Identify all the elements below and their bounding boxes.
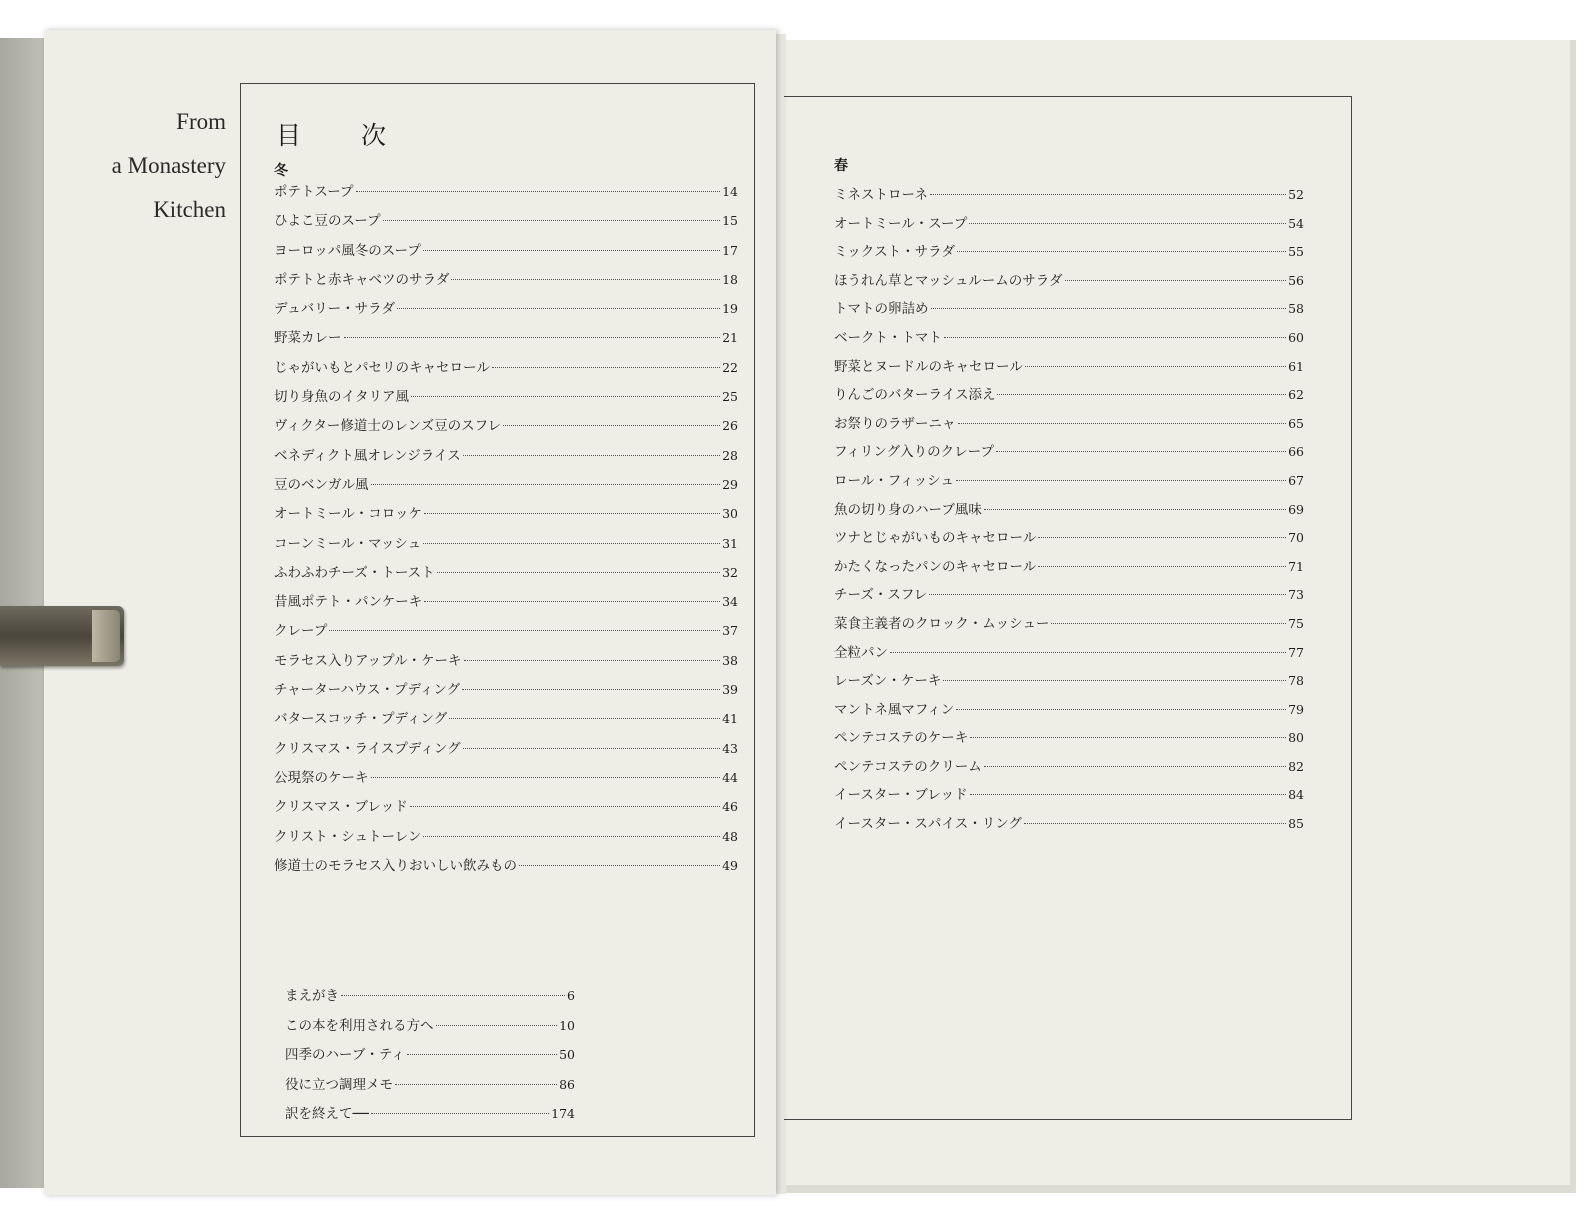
- toc-entry: [285, 1043, 575, 1073]
- toc-entry: [274, 385, 738, 414]
- toc-entry: [274, 473, 738, 502]
- dot-leader: [371, 777, 721, 778]
- toc-heading: 目 次: [276, 121, 412, 150]
- dot-leader: [463, 748, 721, 749]
- toc-entry-title: ふわふわチーズ・トースト: [274, 564, 435, 581]
- english-title-line: a Monastery: [111, 153, 226, 178]
- dot-leader: [341, 995, 565, 996]
- toc-entry-page: 6: [567, 988, 575, 1003]
- toc-entry-title: チーズ・スフレ: [834, 587, 928, 604]
- dot-leader: [344, 337, 721, 338]
- toc-entry-title: イースター・ブレッド: [834, 787, 968, 804]
- winter-toc-list: [274, 180, 738, 883]
- dot-leader: [410, 806, 720, 807]
- toc-entry: [834, 783, 1304, 812]
- toc-entry-page: 69: [1288, 501, 1304, 517]
- toc-entry-page: 26: [722, 418, 738, 434]
- dot-leader: [970, 794, 1286, 795]
- toc-entry-page: 49: [722, 857, 738, 873]
- toc-entry: [285, 984, 575, 1014]
- toc-entry-page: 56: [1288, 272, 1304, 288]
- dot-leader: [930, 194, 1286, 195]
- dot-leader: [944, 337, 1286, 338]
- toc-entry: [274, 795, 738, 824]
- toc-entry: [274, 297, 738, 326]
- dot-leader: [436, 1025, 558, 1026]
- toc-entry: [274, 180, 738, 209]
- toc-entry-page: 32: [722, 564, 738, 580]
- toc-entry-title: クリスト・シュトーレン: [274, 828, 422, 845]
- toc-entry-page: 19: [722, 301, 738, 317]
- toc-entry-title: 役に立つ調理メモ: [285, 1076, 393, 1093]
- dot-leader: [984, 509, 1286, 510]
- dot-leader: [407, 1054, 557, 1055]
- dot-leader: [424, 513, 720, 514]
- toc-entry-page: 25: [722, 389, 738, 405]
- dot-leader: [383, 220, 720, 221]
- toc-entry-page: 15: [722, 213, 738, 229]
- toc-entry-title: 全粒パン: [834, 644, 888, 661]
- toc-entry: [285, 1014, 575, 1044]
- dot-leader: [411, 396, 720, 397]
- toc-entry: [834, 641, 1304, 670]
- toc-entry-page: 37: [722, 623, 738, 639]
- toc-entry-title: モラセス入りアップル・ケーキ: [274, 652, 462, 669]
- toc-entry-page: 174: [551, 1106, 575, 1121]
- dot-leader: [463, 455, 720, 456]
- toc-entry-title: オートミール・スープ: [834, 215, 968, 232]
- dot-leader: [1065, 280, 1287, 281]
- dot-leader: [1038, 566, 1286, 567]
- toc-entry-title: トマトの卵詰め: [834, 301, 929, 318]
- toc-entry-title: ミックスト・サラダ: [834, 244, 955, 261]
- toc-entry: [834, 812, 1304, 841]
- toc-entry-page: 55: [1288, 244, 1304, 260]
- toc-entry: [834, 412, 1304, 441]
- toc-entry-page: 41: [722, 711, 738, 727]
- toc-entry-title: イースター・スパイス・リング: [834, 816, 1022, 833]
- dot-leader: [423, 250, 720, 251]
- toc-entry-title: 野菜カレー: [274, 330, 342, 347]
- dot-leader: [464, 660, 721, 661]
- toc-entry-title: クレープ: [274, 623, 328, 640]
- toc-entry-page: 44: [722, 769, 738, 785]
- toc-entry-page: 84: [1288, 787, 1304, 803]
- toc-entry-title: 四季のハーブ・ティ: [285, 1047, 405, 1063]
- toc-entry: [274, 766, 738, 795]
- toc-entry-page: 75: [1288, 615, 1304, 631]
- toc-entry: [834, 355, 1304, 384]
- toc-entry: [834, 669, 1304, 698]
- toc-entry-title: 修道士のモラセス入りおいしい飲みもの: [274, 857, 517, 874]
- toc-entry: [834, 612, 1304, 641]
- toc-entry-page: 10: [559, 1017, 575, 1033]
- toc-entry: [834, 269, 1304, 298]
- toc-entry-title: クリスマス・ライスプディング: [274, 740, 461, 757]
- dot-leader: [449, 718, 720, 719]
- toc-entry-title: まえがき: [285, 988, 339, 1004]
- toc-entry-page: 70: [1288, 530, 1304, 546]
- dot-leader: [423, 543, 720, 544]
- toc-entry-page: 77: [1288, 644, 1304, 660]
- toc-entry-title: ほうれん草とマッシュルームのサラダ: [834, 272, 1063, 289]
- toc-entry-page: 22: [722, 359, 738, 375]
- dot-leader: [970, 737, 1286, 738]
- toc-entry-page: 18: [722, 271, 738, 287]
- toc-entry: [274, 239, 738, 268]
- toc-entry: [274, 619, 738, 648]
- toc-entry: [274, 854, 738, 883]
- toc-entry-title: りんごのバターライス添え: [834, 387, 996, 404]
- dot-leader: [395, 1084, 557, 1085]
- dot-leader: [969, 223, 1286, 224]
- toc-entry-page: 52: [1288, 187, 1304, 202]
- toc-entry-title: ひよこ豆のスープ: [274, 213, 381, 230]
- toc-entry: [834, 212, 1304, 241]
- toc-entry-title: ツナとじゃがいものキャセロール: [834, 530, 1037, 547]
- toc-entry-title: 訳を終えて──: [285, 1106, 369, 1122]
- toc-entry: [274, 209, 738, 238]
- toc-entry-page: 62: [1288, 387, 1304, 403]
- toc-entry-page: 31: [722, 535, 738, 551]
- toc-entry-title: ポテトと赤キャベツのサラダ: [274, 271, 450, 288]
- spring-toc-list: [834, 183, 1304, 841]
- toc-entry-title: ミネストローネ: [834, 187, 928, 203]
- toc-entry-title: 豆のベンガル風: [274, 476, 369, 493]
- toc-entry: [274, 649, 738, 678]
- dot-leader: [1038, 537, 1286, 538]
- toc-entry-page: 30: [722, 506, 738, 522]
- toc-entry: [834, 726, 1304, 755]
- dot-leader: [437, 572, 720, 573]
- toc-entry-title: ペンテコステのクリーム: [834, 758, 982, 775]
- toc-entry-page: 60: [1288, 329, 1304, 345]
- toc-entry: [274, 356, 738, 385]
- toc-entry-page: 54: [1288, 215, 1304, 231]
- toc-entry: [834, 383, 1304, 412]
- toc-entry-title: 公現祭のケーキ: [274, 769, 369, 786]
- toc-entry: [274, 678, 738, 707]
- toc-entry-page: 65: [1288, 415, 1304, 431]
- toc-entry: [274, 561, 738, 590]
- toc-entry-title: ヴィクター修道士のレンズ豆のスフレ: [274, 418, 502, 435]
- toc-entry: [285, 1102, 575, 1132]
- toc-entry: [274, 532, 738, 561]
- toc-entry: [274, 444, 738, 473]
- front-matter-toc-list: [285, 984, 575, 1132]
- toc-entry-title: レーズン・ケーキ: [834, 673, 942, 690]
- toc-entry-page: 39: [722, 682, 738, 698]
- toc-entry-title: ポテトスープ: [274, 184, 354, 200]
- dot-leader: [519, 865, 720, 866]
- toc-entry-page: 67: [1288, 472, 1304, 488]
- dot-leader: [503, 425, 720, 426]
- toc-entry-title: じゃがいもとパセリのキャセロール: [274, 359, 490, 376]
- toc-entry: [834, 297, 1304, 326]
- english-title-line: From: [176, 109, 226, 134]
- toc-entry-page: 61: [1288, 358, 1304, 374]
- toc-entry-title: 昔風ポテト・パンケーキ: [274, 594, 423, 611]
- toc-entry-title: お祭りのラザーニャ: [834, 415, 956, 432]
- toc-entry: [834, 555, 1304, 584]
- toc-entry-title: 切り身魚のイタリア風: [274, 389, 409, 406]
- toc-entry-page: 17: [722, 242, 738, 258]
- dot-leader: [492, 367, 720, 368]
- dot-leader: [956, 480, 1286, 481]
- toc-entry-title: フィリング入りのクレープ: [834, 444, 994, 461]
- toc-entry: [834, 755, 1304, 784]
- toc-entry: [834, 240, 1304, 269]
- toc-entry-page: 48: [722, 828, 738, 844]
- toc-entry-page: 86: [559, 1076, 575, 1092]
- toc-entry: [834, 469, 1304, 498]
- toc-entry: [834, 583, 1304, 612]
- toc-entry-page: 80: [1288, 730, 1304, 746]
- dot-leader: [462, 689, 720, 690]
- toc-entry-title: クリスマス・ブレッド: [274, 799, 408, 816]
- toc-entry-title: かたくなったパンのキャセロール: [834, 558, 1037, 575]
- toc-entry-title: マントネ風マフィン: [834, 701, 955, 718]
- dot-leader: [451, 279, 720, 280]
- toc-entry: [274, 326, 738, 355]
- toc-entry-page: 21: [722, 330, 738, 346]
- dot-leader: [356, 191, 721, 192]
- toc-entry: [274, 268, 738, 297]
- toc-entry: [274, 590, 738, 619]
- toc-entry-title: チャーターハウス・プディング: [274, 682, 461, 699]
- toc-entry-title: ベネディクト風オレンジライス: [274, 447, 461, 464]
- season-label-winter: 冬: [274, 163, 288, 179]
- toc-entry-title: この本を利用される方へ: [285, 1017, 434, 1034]
- toc-entry-page: 29: [722, 476, 738, 492]
- toc-entry-page: 43: [722, 740, 738, 756]
- dot-leader: [371, 1113, 549, 1114]
- dot-leader: [997, 394, 1286, 395]
- toc-entry-page: 85: [1288, 816, 1304, 832]
- dot-leader: [371, 484, 721, 485]
- toc-entry-title: ペンテコステのケーキ: [834, 730, 969, 747]
- dot-leader: [890, 652, 1286, 653]
- toc-entry-title: ロール・フィッシュ: [834, 472, 954, 489]
- toc-entry-title: ヨーロッパ風冬のスープ: [274, 242, 421, 259]
- dot-leader: [329, 630, 720, 631]
- toc-entry-title: 魚の切り身のハーブ風味: [834, 501, 982, 518]
- season-label-spring: 春: [834, 158, 848, 174]
- toc-entry-page: 28: [722, 447, 738, 463]
- toc-entry: [834, 183, 1304, 212]
- toc-entry-page: 50: [559, 1047, 575, 1062]
- toc-entry-page: 73: [1288, 587, 1304, 603]
- english-book-title: [112, 100, 226, 232]
- toc-entry-page: 58: [1288, 301, 1304, 317]
- dot-leader: [984, 766, 1286, 767]
- toc-entry: [285, 1073, 575, 1103]
- dot-leader: [996, 451, 1286, 452]
- dot-leader: [957, 251, 1286, 252]
- dot-leader: [423, 836, 720, 837]
- toc-entry: [274, 414, 738, 443]
- english-title-line: Kitchen: [153, 197, 226, 222]
- dot-leader: [1051, 623, 1286, 624]
- toc-entry-page: 34: [722, 594, 738, 610]
- toc-entry: [834, 440, 1304, 469]
- dot-leader: [1024, 823, 1286, 824]
- toc-entry-title: デュバリー・サラダ: [274, 301, 395, 318]
- dot-leader: [1025, 366, 1286, 367]
- toc-entry-page: 82: [1288, 758, 1304, 774]
- dot-leader: [929, 594, 1286, 595]
- dot-leader: [931, 308, 1287, 309]
- dot-leader: [958, 423, 1287, 424]
- dot-leader: [943, 680, 1286, 681]
- toc-entry-page: 66: [1288, 444, 1304, 460]
- toc-entry-page: 38: [722, 652, 738, 668]
- toc-entry: [274, 737, 738, 766]
- toc-entry-title: バタースコッチ・プディング: [274, 711, 448, 728]
- toc-entry: [834, 326, 1304, 355]
- toc-entry-page: 46: [722, 799, 738, 815]
- toc-entry-title: 菜食主義者のクロック・ムッシュー: [834, 615, 1050, 632]
- binder-clip-tip: [92, 610, 120, 662]
- toc-entry-page: 71: [1288, 558, 1304, 574]
- dot-leader: [424, 601, 720, 602]
- dot-leader: [956, 709, 1286, 710]
- toc-entry: [274, 825, 738, 854]
- toc-entry: [274, 502, 738, 531]
- toc-entry: [834, 498, 1304, 527]
- toc-entry: [834, 526, 1304, 555]
- toc-entry-title: ベークト・トマト: [834, 329, 942, 346]
- toc-entry-page: 14: [722, 184, 738, 199]
- toc-entry: [834, 698, 1304, 727]
- dot-leader: [397, 308, 720, 309]
- toc-entry-page: 79: [1288, 701, 1304, 717]
- toc-entry-title: コーンミール・マッシュ: [274, 535, 422, 552]
- toc-entry-page: 78: [1288, 673, 1304, 689]
- toc-entry-title: オートミール・コロッケ: [274, 506, 422, 523]
- toc-entry-title: 野菜とヌードルのキャセロール: [834, 358, 1023, 375]
- toc-entry: [274, 707, 738, 736]
